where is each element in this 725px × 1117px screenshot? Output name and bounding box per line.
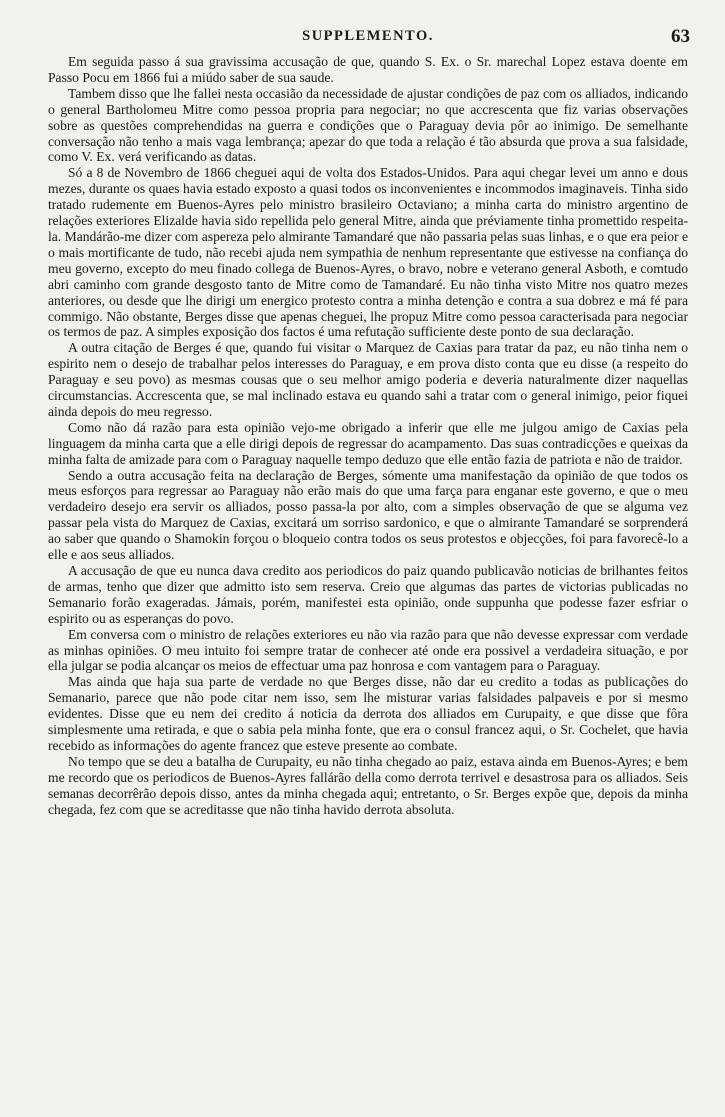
document-page bbox=[48, 26, 688, 818]
body-text bbox=[48, 54, 688, 818]
paragraph-8: Em conversa com o ministro de relações exteriores eu não via razão para que não devesse expressar com verdade as minhas opiniões. O meu intuito foi sempre tratar de conhecer até onde era possivel a verdadeira situação, e por ella julgar se podia alcançar os meios de effectuar uma paz honrosa e com vantagem para o Paraguay. bbox=[48, 626, 688, 674]
paragraph-1: Em seguida passo á sua gravissima accusação de que, quando S. Ex. o Sr. marechal Lopez estava doente em Passo Pocu em 1866 fui a miúdo saber de sua saude. bbox=[48, 54, 688, 85]
paragraph-9: Mas ainda que haja sua parte de verdade no que Berges disse, não dar eu credito a todas as publicações do Semanario, parece que não pode citar nem isso, sem lhe misturar varias falsidades palpaveis e por si mesmo evidentes. Disse que eu nem dei credito á noticia da derrota dos alliados em Curupaity, e que disse que fôra simplesmente uma retirada, e que o sabia pela minha fonte, que era o consul francez aqui, o Sr. Cochelet, que havia recebido as informações do agente francez que esteve presente ao combate. bbox=[48, 674, 688, 753]
paragraph-6: Sendo a outra accusação feita na declaração de Berges, sómente uma manifestação da opinião de que todos os meus esforços para regressar ao Paraguay não erão mais do que uma farça para enganar este governo, e que o meu verdadeiro desejo era servir os alliados, posso passa-la por alto, com a simples observação de que se alguma vez passar pela vista do Marquez de Caxias, excitará um sorriso sardonico, e que o almirante Tamandaré se sorprenderá ao saber que quando o Shamokin forçou o bloqueio contra todos os seus protestos e objecções, foi para favorecê-lo a elle e aos seus alliados. bbox=[48, 467, 688, 563]
paragraph-7: A accusação de que eu nunca dava credito aos periodicos do paiz quando publicavão noticias de brilhantes feitos de armas, tenho que dizer que admitto isto sem reserva. Creio que algumas das partes de victorias publicadas no Semanario forão exageradas. Jámais, porém, manifestei esta opinião, onde suppunha que podesse fazer esfriar o espirito ou as esperanças do povo. bbox=[48, 563, 688, 626]
paragraph-10: No tempo que se deu a batalha de Curupaity, eu não tinha chegado ao paiz, estava ainda em Buenos-Ayres; e bem me recordo que os periodicos de Buenos-Ayres fallárão della como derrota terrivel e desastrosa para os alliados. Seis semanas decorrêrão depois disso, antes da minha chegada aqui; entretanto, o Sr. Berges expõe que, depois da minha chegada, fez com que se acreditasse que não tinha havido derrota absoluta. bbox=[48, 753, 688, 817]
paragraph-5: Como não dá razão para esta opinião vejo-me obrigado a inferir que elle me julgou amigo de Caxias pela linguagem da minha carta que a elle dirigi depois de regressar do acampamento. Das suas contradicções e queixas da minha falta de amizade para com o Paraguay naquelle tempo deduzo que elle então fazia de patriota e não de traidor. bbox=[48, 419, 688, 467]
page-header bbox=[48, 26, 688, 48]
page-title: SUPPLEMENTO. bbox=[302, 28, 434, 44]
paragraph-3: Só a 8 de Novembro de 1866 cheguei aqui de volta dos Estados-Unidos. Para aqui chegar levei um anno e dous mezes, durante os quaes havia estado exposto a quasi todos os inconvenientes e incommodos imaginaveis. Tinha sido tratado rudemente em Buenos-Ayres pelo ministro brasileiro Octaviano; a minha carta do ministro argentino de relações exteriores Elizalde havia sido repellida pelo general Mitre, ainda que préviamente tinha promettido respeita-la. Mandárão-me dizer com aspereza pelo almirante Tamandaré que não passaria pelas suas linhas, e o que era peior e o mais mortificante de tudo, não recebi ajuda nem sympathia de nenhum representante que estivesse na confiança do meu governo, excepto do meu finado collega de Buenos-Ayres, o bravo, nobre e veterano general Asboth, e comtudo abri caminho com grande desgosto tanto de Mitre como de Tamandaré. Eu não tinha visto Mitre nos quatro mezes anteriores, ou desde que lhe dirigi um energico protesto contra a minha detenção e contra a sua dobrez e má fé para commigo. Não obstante, Berges disse que apenas cheguei, lhe propuz Mitre como pessoa caracterisada para negociar os termos de paz. A simples exposição dos factos é uma refutação sufficiente deste ponto de sua declaração. bbox=[48, 165, 688, 340]
page-number: 63 bbox=[671, 26, 690, 47]
paragraph-2: Tambem disso que lhe fallei nesta occasião da necessidade de ajustar condições de paz com os alliados, indicando o general Bartholomeu Mitre como pessoa propria para negociar; no que accrescenta que fiz varias observações sobre as questões comprehendidas na guerra e condições que o Paraguay devia pôr ao inimigo. De semelhante conversação não tenho a mais vaga lembrança; apezar do que toda a relação é tão absurda que prova a sua falsidade, como V. Ex. verá verificando as datas. bbox=[48, 85, 688, 165]
paragraph-4: A outra citação de Berges é que, quando fui visitar o Marquez de Caxias para tratar da paz, eu não tinha nem o espirito nem o desejo de trabalhar pelos interesses do Paraguay, e em prova disto conta que eu disse (a respeito do Paraguay e seu povo) as mesmas cousas que o seu melhor amigo poderia e deveria naturalmente dizer naquellas circumstancias. Accrescenta que, se mal inclinado estava eu quando sahi a tratar com o general inimigo, peior fiquei ainda depois do meu regresso. bbox=[48, 340, 688, 419]
